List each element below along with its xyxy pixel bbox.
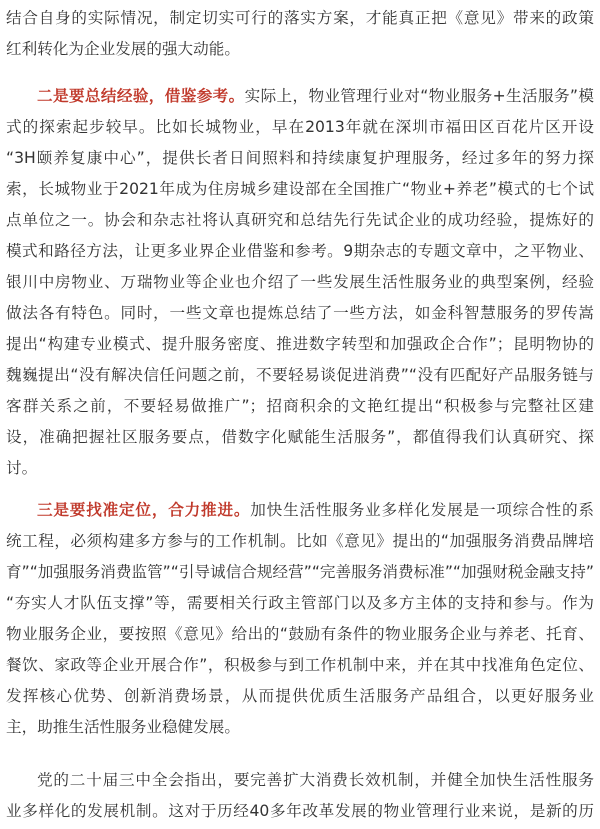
text-line: 魏巍提出“没有解决信任问题之前，不要轻易谈促进消费”“没有匹配好产品服务链与: [6, 366, 594, 384]
text-line: 统工程，必须构建多方参与的工作机制。比如《意见》提出的“加强服务消费品牌培: [6, 532, 594, 550]
text-line-first: [6, 81, 594, 112]
text-line: 式的探索起步较早。比如长城物业，早在2013年就在深圳市福田区百花片区开设: [6, 118, 594, 136]
text-line: 发挥核心优势、创新消费场景，从而提供优质生活服务产品组合，以更好服务业: [6, 687, 594, 705]
text-line: 讨。: [6, 459, 38, 477]
text-segment: 加快生活性服务业多样化发展是一项综合性的系: [250, 501, 594, 519]
text-line: 模式和路径方法，让更多业界企业借鉴和参考。9期杂志的专题文章中，之平物业、: [6, 242, 594, 260]
text-line: 业多样化的发展机制。这对于历经40多年改革发展的物业管理行业来说，是新的历: [6, 802, 594, 820]
text-line: 结合自身的实际情况，制定切实可行的落实方案，才能真正把《意见》带来的政策: [6, 9, 594, 27]
paragraph-2: [6, 81, 594, 484]
text-line: 做法各有特色。同时，一些文章也提炼总结了一些方法，如金科智慧服务的罗传嵩: [6, 304, 594, 322]
paragraph-lead-heading: 二是要总结经验，借鉴参考。: [37, 87, 245, 105]
text-line: 点单位之一。协会和杂志社将认真研究和总结先行先试企业的成功经验，提炼好的: [6, 211, 594, 229]
text-line: 银川中房物业、万瑞物业等企业也介绍了一些发展生活性服务业的典型案例，经验: [6, 273, 594, 291]
paragraph-1: [6, 3, 594, 65]
text-line: 红利转化为企业发展的强大动能。: [6, 40, 240, 58]
text-line: 育”“加强服务消费监管”“引导诚信合规经营”“完善服务消费标准”“加强财税金融支持”: [6, 563, 594, 581]
text-line: “夯实人才队伍支撑”等，需要相关行政主管部门以及多方主体的支持和参与。作为: [6, 594, 594, 612]
text-line: “3H颐养复康中心”，提供长者日间照料和持续康复护理服务，经过多年的努力探: [6, 149, 594, 167]
text-line: 索，长城物业于2021年成为住房城乡建设部在全国推广“物业+养老”模式的七个试: [6, 180, 594, 198]
paragraph-3: [6, 495, 594, 743]
paragraph-lead-heading: 三是要找准定位，合力推进。: [37, 501, 251, 519]
paragraph-4: [6, 765, 594, 827]
text-line: 餐饮、家政等企业开展合作”，积极参与到工作机制中来，并在其中找准角色定位、: [6, 656, 594, 674]
text-line: 提出“构建专业模式、提升服务密度、推进数字转型和加强政企合作”；昆明物协的: [6, 335, 594, 353]
text-line: 设，准确把握社区服务要点，借数字化赋能生活服务”，都值得我们认真研究、探: [6, 428, 594, 446]
text-line: 物业服务企业，要按照《意见》给出的“鼓励有条件的物业服务企业与养老、托育、: [6, 625, 594, 643]
text-line: 客群关系之前，不要轻易做推广”；招商积余的文艳红提出“积极参与完整社区建: [6, 397, 594, 415]
text-line: 主，助推生活性服务业稳健发展。: [6, 718, 240, 736]
text-line-first: [6, 495, 594, 526]
text-segment: 实际上，物业管理行业对“物业服务+生活服务”模: [244, 87, 594, 105]
text-line: 党的二十届三中全会指出，要完善扩大消费长效机制，并健全加快生活性服务: [37, 771, 594, 789]
